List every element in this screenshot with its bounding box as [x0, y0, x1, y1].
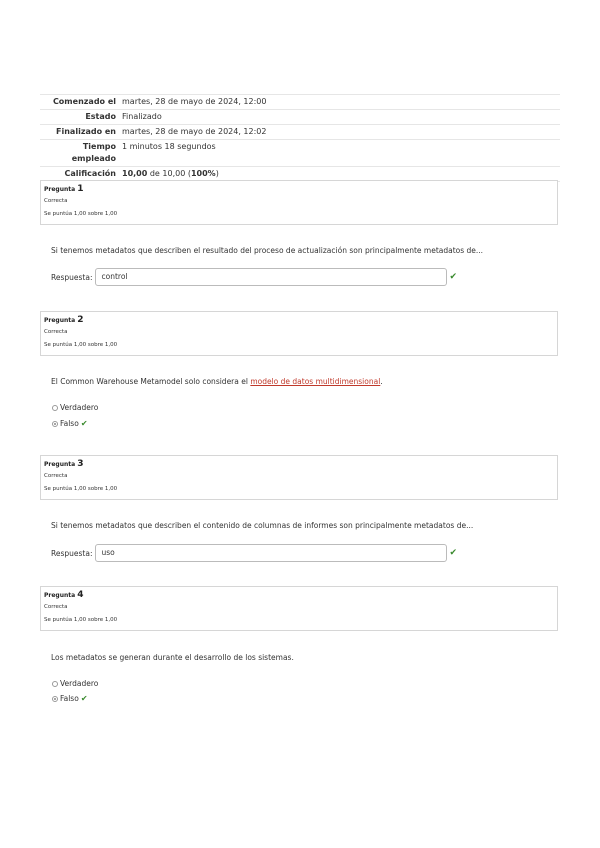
check-icon: ✔: [449, 548, 458, 558]
answer-label: Respuesta:: [51, 548, 93, 558]
summary-row-started: [40, 94, 560, 109]
summary-label: Finalizado en: [56, 127, 116, 136]
option-label: Falso: [60, 694, 79, 703]
question-title: [44, 184, 554, 195]
grade-percent: 100%: [190, 169, 216, 178]
question-title: [44, 459, 554, 470]
question-text: [51, 377, 383, 387]
answer-row: [51, 544, 457, 562]
question-label: Pregunta: [44, 317, 76, 324]
question-title: [44, 315, 554, 326]
summary-row-time: [40, 139, 560, 166]
question-number: 2: [77, 315, 84, 325]
question-number: 3: [77, 459, 84, 469]
option-true[interactable]: [52, 679, 98, 689]
summary-value: 1 minutos 18 segundos: [122, 142, 216, 151]
question-info-3: [40, 455, 558, 500]
question-grade: Se puntúa 1,00 sobre 1,00: [44, 486, 118, 492]
radio-button[interactable]: [52, 681, 58, 687]
summary-label: Tiempo empleado: [71, 142, 116, 163]
answer-label: Respuesta:: [51, 272, 93, 282]
radio-button[interactable]: [52, 405, 58, 411]
question-number: 1: [77, 184, 84, 194]
option-label: Falso: [60, 419, 79, 428]
summary-label: Calificación: [64, 169, 116, 178]
grade-end: ): [215, 169, 219, 178]
option-true[interactable]: [52, 403, 98, 413]
summary-label: Estado: [85, 112, 116, 121]
question-grade: Se puntúa 1,00 sobre 1,00: [44, 211, 118, 217]
question-text: Si tenemos metadatos que describen el resultado del proceso de actualización son principalmente metadatos de...: [51, 246, 484, 255]
question-info-2: [40, 311, 558, 356]
question-state: Correcta: [44, 604, 68, 610]
question-label: Pregunta: [44, 186, 76, 193]
question-title: [44, 590, 554, 601]
question-label: Pregunta: [44, 592, 76, 599]
answer-input[interactable]: control: [95, 268, 447, 286]
summary-value: martes, 28 de mayo de 2024, 12:02: [122, 127, 267, 136]
grade-mid: de 10,00 (: [147, 169, 191, 178]
check-icon: ✔: [449, 272, 458, 282]
question-label: Pregunta: [44, 461, 76, 468]
question-state: Correcta: [44, 473, 68, 479]
question-state: Correcta: [44, 329, 68, 335]
option-label: Verdadero: [60, 679, 99, 688]
glossary-link[interactable]: modelo de datos multidimensional: [250, 377, 381, 386]
radio-button-selected[interactable]: [52, 696, 58, 702]
option-false[interactable]: [52, 694, 88, 704]
summary-label: Comenzado el: [52, 97, 116, 106]
option-label: Verdadero: [60, 403, 99, 412]
question-info-4: [40, 586, 558, 631]
question-text: Si tenemos metadatos que describen el contenido de columnas de informes son principalmente metadatos de...: [51, 521, 474, 530]
summary-row-finished: [40, 124, 560, 139]
question-text: Los metadatos se generan durante el desarrollo de los sistemas.: [51, 653, 294, 662]
question-state: Correcta: [44, 198, 68, 204]
answer-row: [51, 268, 457, 286]
radio-button-selected[interactable]: [52, 421, 58, 427]
question-text-part: El Common Warehouse Metamodel solo considera el: [51, 377, 251, 386]
answer-input[interactable]: uso: [95, 544, 447, 562]
check-icon: ✔: [80, 419, 88, 428]
summary-row-state: [40, 109, 560, 124]
question-grade: Se puntúa 1,00 sobre 1,00: [44, 617, 118, 623]
check-icon: ✔: [80, 694, 88, 703]
summary-value: martes, 28 de mayo de 2024, 12:00: [122, 97, 267, 106]
summary-value: Finalizado: [122, 112, 162, 121]
question-grade: Se puntúa 1,00 sobre 1,00: [44, 342, 118, 348]
summary-value: [120, 167, 560, 181]
option-false[interactable]: [52, 419, 88, 429]
question-info-1: [40, 180, 558, 225]
attempt-summary-table: [40, 94, 560, 182]
question-number: 4: [77, 590, 84, 600]
grade-score: 10,00: [122, 169, 148, 178]
question-text-part: .: [380, 377, 383, 386]
